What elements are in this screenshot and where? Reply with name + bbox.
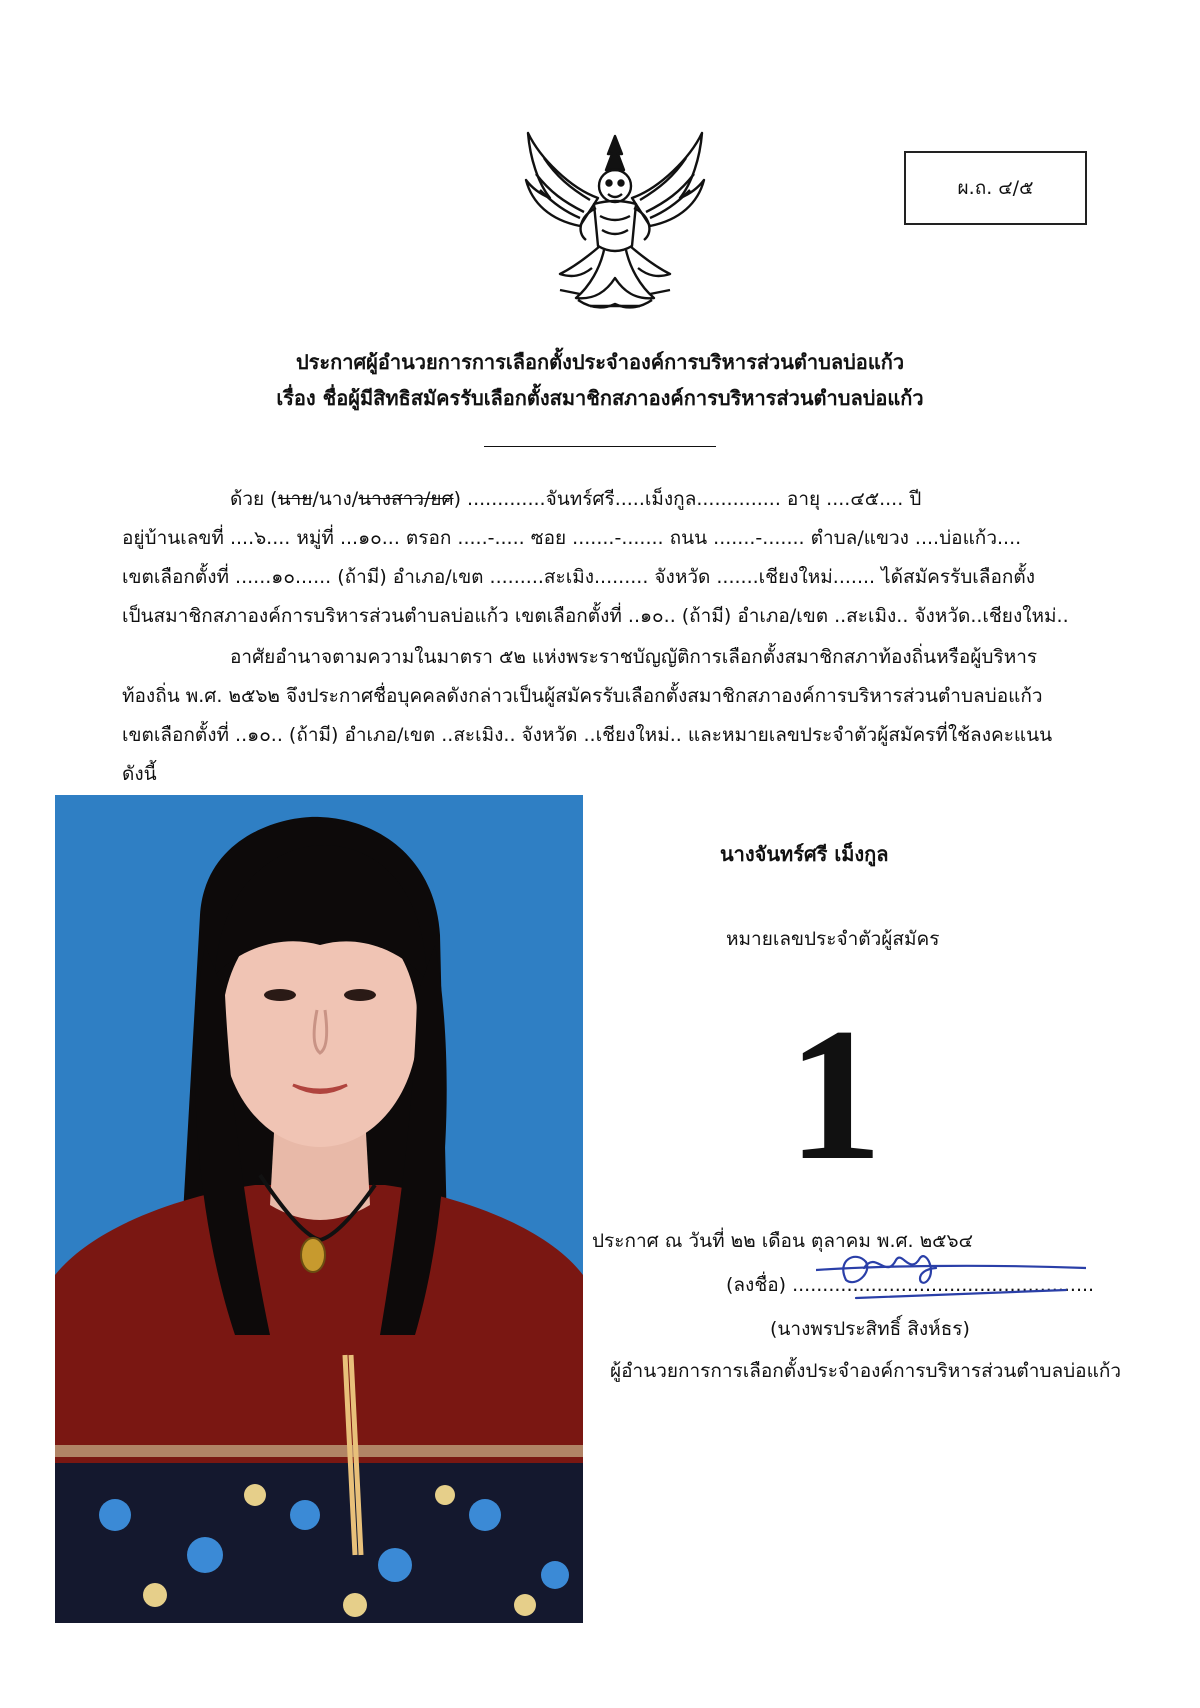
candidate-photo bbox=[55, 795, 583, 1623]
signature-line: (ลงชื่อ) .................................................. bbox=[726, 1274, 1095, 1296]
signer-title: ผู้อำนวยการการเลือกตั้งประจำองค์การบริหารส่วนตำบลบ่อแก้ว bbox=[610, 1360, 1121, 1382]
form-code: ผ.ถ. ๔/๕ bbox=[957, 177, 1034, 199]
paragraph-line: เป็นสมาชิกสภาองค์การบริหารส่วนตำบลบ่อแก้ว เขตเลือกตั้งที่ ..๑๐.. (ถ้ามี) อำเภอ/เขต ..สะเมิง.. จังหวัด..เชียงใหม่.. bbox=[122, 605, 1069, 627]
garuda-emblem-icon bbox=[520, 128, 710, 318]
candidate-number-label: หมายเลขประจำตัวผู้สมัคร bbox=[726, 928, 940, 950]
paragraph-line: เขตเลือกตั้งที่ ......๑๐...... (ถ้ามี) อำเภอ/เขต .........สะเมิง......... จังหวัด .......เชียงใหม่....... ได้สมัครรับเลือกตั้ง bbox=[122, 566, 1035, 588]
candidate-name: นางจันทร์ศรี เม็งกูล bbox=[720, 842, 889, 866]
paragraph-legal-basis bbox=[122, 638, 1077, 794]
candidate-portrait-graphic bbox=[55, 795, 583, 1623]
paragraph-line: อยู่บ้านเลขที่ ....๖.... หมู่ที่ ...๑๐... ตรอก .....-..... ซอย .......-....... ถนน .......-....... ตำบล/แขวง ....บ่อแก้ว.... bbox=[122, 527, 1022, 549]
struck-title-option: นาย bbox=[277, 488, 313, 510]
signer-name: (นางพรประสิทธิ์ สิงห์ธร) bbox=[770, 1318, 970, 1340]
handwritten-signature bbox=[816, 1240, 1086, 1305]
announcement-date: ประกาศ ณ วันที่ ๒๒ เดือน ตุลาคม พ.ศ. ๒๕๖๔ bbox=[592, 1230, 973, 1252]
title-divider bbox=[484, 446, 716, 447]
announcement-title: ประกาศผู้อำนวยการการเลือกตั้งประจำองค์การบริหารส่วนตำบลบ่อแก้ว bbox=[295, 350, 905, 374]
paragraph-line: ดังนี้ bbox=[122, 763, 157, 785]
candidate-number: 1 bbox=[787, 990, 883, 1200]
paragraph-line: เขตเลือกตั้งที่ ..๑๐.. (ถ้ามี) อำเภอ/เขต ..สะเมิง.. จังหวัด ..เชียงใหม่.. และหมายเลขประจำตัวผู้สมัครที่ใช้ลงคะแนน bbox=[122, 724, 1053, 746]
form-code-box bbox=[904, 151, 1087, 225]
paragraph-line: ท้องถิ่น พ.ศ. ๒๕๖๒ จึงประกาศชื่อบุคคลดังกล่าวเป็นผู้สมัครรับเลือกตั้งสมาชิกสภาองค์การบริหารส่วนตำบลบ่อแก้ว bbox=[122, 685, 1043, 707]
announcement-subject: เรื่อง ชื่อผู้มีสิทธิสมัครรับเลือกตั้งสมาชิกสภาองค์การบริหารส่วนตำบลบ่อแก้ว bbox=[276, 386, 924, 410]
struck-title-option: นางสาว/ยศ bbox=[358, 488, 454, 510]
paragraph-line: อาศัยอำนาจตามความในมาตรา ๕๒ แห่งพระราชบัญญัติการเลือกตั้งสมาชิกสภาท้องถิ่นหรือผู้บริหาร bbox=[230, 646, 1038, 668]
paragraph-applicant-details bbox=[122, 480, 1077, 636]
paragraph-line: ด้วย (นาย/นาง/นางสาว/ยศ) .............จันทร์ศรี.....เม็งกูล.............. อายุ ....๔๕.... ปี bbox=[230, 488, 922, 510]
